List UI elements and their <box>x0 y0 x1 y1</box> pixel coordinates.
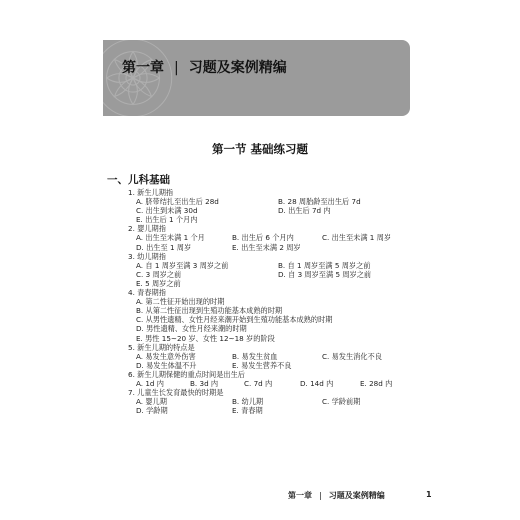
option-c: C. 出生到未满 30d <box>136 206 198 216</box>
option-a: A. 1d 内 <box>136 378 164 388</box>
option-a: A. 出生至未满 1 个月 <box>136 233 205 243</box>
footer-separator: | <box>319 491 322 500</box>
option-b: B. 易发生贫血 <box>232 351 278 361</box>
chapter-banner <box>103 40 410 116</box>
footer-chapter-label: 第一章 <box>288 491 312 500</box>
option-row <box>128 361 428 370</box>
question-list <box>128 188 428 415</box>
chapter-title: 习题及案例精编 <box>188 60 287 76</box>
option-b: B. 出生后 6 个月内 <box>232 233 294 243</box>
option-c: C. 7d 内 <box>244 378 273 388</box>
floral-ornament-icon <box>103 40 177 116</box>
option-e: E. 易发生营养不良 <box>232 360 292 370</box>
option-e: E. 28d 内 <box>360 378 393 388</box>
option-b: B. 自 1 周岁至满 5 周岁之前 <box>278 260 371 270</box>
question-item <box>128 370 428 388</box>
question-stem: 4. 青春期指 <box>128 288 166 298</box>
option-a: A. 脐带结扎至出生后 28d <box>136 197 219 207</box>
option-row <box>128 406 428 415</box>
question-stem: 3. 幼儿期指 <box>128 251 166 261</box>
option-a: A. 第二性征开始出现的时期 <box>136 297 225 307</box>
option-b: B. 从第二性征出现到生殖功能基本成熟的时期 <box>136 306 283 316</box>
option-d: D. 易发生体温不升 <box>136 360 197 370</box>
option-d: D. 自 3 周岁至满 5 周岁之前 <box>278 269 372 279</box>
part-heading: 一、儿科基础 <box>107 174 170 186</box>
option-e: E. 出生后 1 个月内 <box>136 215 198 225</box>
option-row <box>128 352 428 361</box>
option-b: B. 28 周胎龄至出生后 7d <box>278 197 361 207</box>
question-item <box>128 343 428 370</box>
question-stem: 5. 新生儿期的特点是 <box>128 342 195 352</box>
section-title: 第一节 基础练习题 <box>211 142 308 156</box>
option-c: C. 从男性遗精、女性月经来潮开始到生殖功能基本成熟的时期 <box>136 315 333 325</box>
option-row <box>128 206 428 215</box>
question-item <box>128 252 428 288</box>
option-e: E. 5 周岁之前 <box>136 278 181 288</box>
option-d: D. 出生后 7d 内 <box>278 206 331 216</box>
option-b: B. 3d 内 <box>190 378 219 388</box>
question-stem: 6. 新生儿期保健的重点时间是出生后 <box>128 369 245 379</box>
question-stem: 7. 儿童生长发育最快的时期是 <box>128 388 224 398</box>
question-stem: 1. 新生儿期指 <box>128 188 174 197</box>
page-number: 1 <box>426 490 432 499</box>
option-d: D. 出生至 1 周岁 <box>136 242 192 252</box>
option-e: E. 男性 15~20 岁、女性 12~18 岁的阶段 <box>136 333 275 343</box>
option-c: C. 学龄前期 <box>322 397 361 407</box>
running-footer <box>288 490 385 501</box>
option-row <box>128 261 428 270</box>
option-d: D. 14d 内 <box>300 378 334 388</box>
footer-chapter-title: 习题及案例精编 <box>328 491 385 500</box>
option-row <box>128 270 428 279</box>
question-item <box>128 188 428 224</box>
option-row <box>128 379 428 388</box>
option-row <box>128 233 428 242</box>
option-row <box>128 197 428 206</box>
option-c: C. 易发生消化不良 <box>322 351 382 361</box>
option-a: A. 易发生意外伤害 <box>136 351 196 361</box>
option-b: B. 幼儿期 <box>232 397 264 407</box>
chapter-heading <box>122 57 287 77</box>
chapter-separator: | <box>174 60 179 76</box>
option-d: D. 男性遗精、女性月经来潮的时期 <box>136 324 247 334</box>
option-c: C. 出生至未满 1 周岁 <box>322 233 392 243</box>
question-stem: 2. 婴儿期指 <box>128 224 166 234</box>
chapter-label: 第一章 <box>122 60 164 76</box>
option-a: A. 自 1 周岁至满 3 周岁之前 <box>136 260 229 270</box>
option-a: A. 婴儿期 <box>136 397 167 407</box>
option-row <box>128 397 428 406</box>
option-e: E. 青春期 <box>232 406 263 416</box>
question-item <box>128 388 428 415</box>
option-d: D. 学龄期 <box>136 406 168 416</box>
question-item <box>128 224 428 251</box>
option-e: E. 出生至未满 2 周岁 <box>232 242 301 252</box>
question-item <box>128 288 428 343</box>
option-row <box>128 243 428 252</box>
option-c: C. 3 周岁之前 <box>136 269 182 279</box>
